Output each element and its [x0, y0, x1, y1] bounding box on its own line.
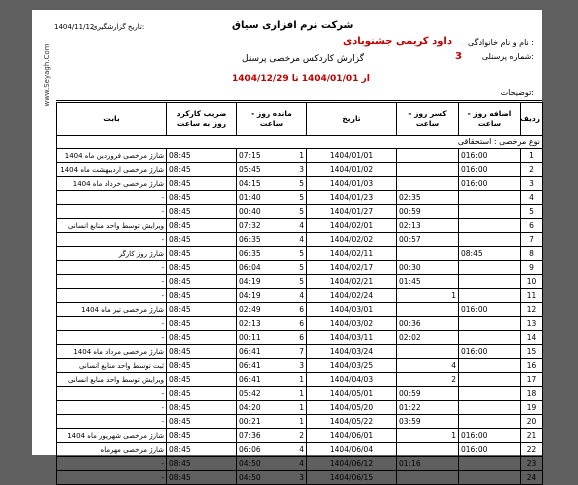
notes-label: توضیحات: [500, 88, 534, 97]
remain-cell [237, 401, 307, 415]
remain-cell [237, 471, 307, 485]
deduct-cell [397, 247, 459, 261]
extra-cell-time: 016:00 [461, 150, 488, 160]
extra-cell [459, 233, 521, 247]
deduct-cell-time: 02:35 [399, 192, 421, 202]
extra-cell [459, 457, 521, 471]
deduct-cell [397, 261, 459, 275]
deduct-cell [397, 233, 459, 247]
factor-cell: 08:45 [167, 205, 237, 219]
remain-cell-day: 1 [299, 416, 304, 426]
remain-cell [237, 387, 307, 401]
extra-cell-time: 016:00 [461, 430, 488, 440]
deduct-cell-time: 00:59 [399, 206, 421, 216]
col-extra: اضافه روز - ساعت [459, 103, 521, 136]
deduct-cell [397, 471, 459, 485]
extra-cell [459, 373, 521, 387]
remain-cell-day: 3 [299, 164, 304, 174]
deduct-cell-time: 02:13 [399, 220, 421, 230]
table-row [57, 303, 543, 317]
remain-cell-time: 05:42 [239, 388, 261, 398]
extra-cell [459, 317, 521, 331]
extra-cell [459, 387, 521, 401]
extra-cell [459, 275, 521, 289]
remain-cell [237, 289, 307, 303]
row-number: 12 [521, 303, 543, 317]
extra-cell [459, 471, 521, 485]
deduct-cell [397, 149, 459, 163]
extra-cell [459, 401, 521, 415]
deduct-cell [397, 359, 459, 373]
col-row: ردیف [521, 103, 543, 136]
date-cell: 1404/03/25 [307, 359, 397, 373]
remain-cell-day: 5 [299, 178, 304, 188]
remain-cell-day: 4 [299, 458, 304, 468]
row-number: 23 [521, 457, 543, 471]
table-row [57, 261, 543, 275]
remain-cell [237, 457, 307, 471]
row-number: 15 [521, 345, 543, 359]
factor-cell: 08:45 [167, 317, 237, 331]
group-label: نوع مرخصی : استحقاقی [57, 136, 543, 149]
date-cell: 1404/03/01 [307, 303, 397, 317]
extra-cell [459, 429, 521, 443]
desc-cell: ویرایش توسط واحد منابع انسانی [57, 219, 167, 233]
table-row [57, 457, 543, 471]
factor-cell: 08:45 [167, 289, 237, 303]
remain-cell-time: 06:41 [239, 346, 261, 356]
row-number: 8 [521, 247, 543, 261]
company-name: شرکت نرم افزاری سیاق [232, 20, 354, 31]
remain-cell [237, 163, 307, 177]
extra-cell [459, 261, 521, 275]
factor-cell: 08:45 [167, 331, 237, 345]
date-cell: 1404/02/11 [307, 247, 397, 261]
table-row [57, 163, 543, 177]
remain-cell-time: 05:45 [239, 164, 261, 174]
extra-cell [459, 331, 521, 345]
report-page [32, 10, 542, 482]
desc-cell: - [57, 191, 167, 205]
desc-cell: شارژ مرخصی فروردین ماه 1404 [57, 149, 167, 163]
remain-cell-time: 00:21 [239, 416, 261, 426]
deduct-cell-day: 2 [451, 374, 456, 384]
extra-cell [459, 205, 521, 219]
factor-cell: 08:45 [167, 177, 237, 191]
remain-cell [237, 443, 307, 457]
remain-cell [237, 275, 307, 289]
desc-cell: شارژ مرخصی خرداد ماه 1404 [57, 177, 167, 191]
deduct-cell [397, 163, 459, 177]
remain-cell [237, 331, 307, 345]
row-number: 3 [521, 177, 543, 191]
row-number: 22 [521, 443, 543, 457]
remain-cell-day: 3 [299, 360, 304, 370]
col-desc: بابت [57, 103, 167, 136]
extra-cell [459, 247, 521, 261]
factor-cell: 08:45 [167, 261, 237, 275]
remain-cell-time: 07:15 [239, 150, 261, 160]
remain-cell-time: 01:40 [239, 192, 261, 202]
col-factor: ضریب کارکرد روز به ساعت [167, 103, 237, 136]
desc-cell: - [57, 275, 167, 289]
extra-cell-time: 08:45 [461, 248, 483, 258]
row-number: 21 [521, 429, 543, 443]
date-cell: 1404/02/17 [307, 261, 397, 275]
deduct-cell-time: 00:36 [399, 318, 421, 328]
extra-cell [459, 443, 521, 457]
table-row [57, 471, 543, 485]
remain-cell-time: 04:20 [239, 402, 261, 412]
remain-cell-time: 06:41 [239, 360, 261, 370]
desc-cell: شارژ مرخصی مهرماه [57, 443, 167, 457]
desc-cell: شارژ مرخصی تیر ماه 1404 [57, 303, 167, 317]
table-header [57, 103, 543, 136]
website-text: www.Seyagh.Com [43, 43, 51, 107]
date-cell: 1404/04/03 [307, 373, 397, 387]
col-deduct: کسر روز - ساعت [397, 103, 459, 136]
table-row [57, 191, 543, 205]
table-row [57, 415, 543, 429]
remain-cell-time: 07:36 [239, 430, 261, 440]
factor-cell: 08:45 [167, 429, 237, 443]
table-row [57, 331, 543, 345]
date-range: از 1404/01/01 تا 1404/12/29 [232, 74, 370, 84]
remain-cell-day: 1 [299, 150, 304, 160]
date-cell: 1404/06/12 [307, 457, 397, 471]
row-number: 11 [521, 289, 543, 303]
remain-cell-day: 5 [299, 206, 304, 216]
desc-cell: شارژ روز کارگر [57, 247, 167, 261]
row-number: 1 [521, 149, 543, 163]
date-cell: 1404/03/11 [307, 331, 397, 345]
deduct-cell-time: 03:59 [399, 416, 421, 426]
row-number: 16 [521, 359, 543, 373]
row-number: 24 [521, 471, 543, 485]
desc-cell: - [57, 387, 167, 401]
remain-cell-time: 04:19 [239, 290, 261, 300]
factor-cell: 08:45 [167, 373, 237, 387]
remain-cell-day: 4 [299, 234, 304, 244]
remain-cell-day: 5 [299, 248, 304, 258]
remain-cell-time: 04:50 [239, 458, 261, 468]
deduct-cell-day: 1 [451, 290, 456, 300]
extra-cell-time: 016:00 [461, 178, 488, 188]
remain-cell-time: 06:35 [239, 234, 261, 244]
extra-cell [459, 415, 521, 429]
remain-cell-time: 02:13 [239, 318, 261, 328]
date-cell: 1404/01/03 [307, 177, 397, 191]
remain-cell-day: 5 [299, 276, 304, 286]
remain-cell [237, 359, 307, 373]
deduct-cell [397, 457, 459, 471]
col-remain: مانده روز - ساعت [237, 103, 307, 136]
row-number: 17 [521, 373, 543, 387]
remain-cell [237, 415, 307, 429]
remain-cell-day: 5 [299, 262, 304, 272]
remain-cell-time: 02:49 [239, 304, 261, 314]
header-divider [56, 100, 542, 101]
date-cell: 1404/01/23 [307, 191, 397, 205]
deduct-cell-time: 01:45 [399, 276, 421, 286]
date-cell: 1404/01/02 [307, 163, 397, 177]
remain-cell-time: 06:41 [239, 374, 261, 384]
deduct-cell [397, 177, 459, 191]
table-row [57, 219, 543, 233]
remain-cell [237, 177, 307, 191]
row-number: 14 [521, 331, 543, 345]
personnel-label: شماره پرسنلی: [481, 52, 534, 61]
deduct-cell [397, 429, 459, 443]
row-number: 18 [521, 387, 543, 401]
extra-cell [459, 177, 521, 191]
date-cell: 1404/03/24 [307, 345, 397, 359]
report-date-label: تاریخ گزارشگیری: [92, 23, 145, 31]
remain-cell [237, 345, 307, 359]
row-number: 4 [521, 191, 543, 205]
remain-cell-day: 1 [299, 388, 304, 398]
factor-cell: 08:45 [167, 247, 237, 261]
employee-name: داود کریمی جشنوبادی [342, 36, 452, 47]
factor-cell: 08:45 [167, 275, 237, 289]
remain-cell [237, 429, 307, 443]
report-date: 1404/11/12 [54, 23, 95, 31]
remain-cell-time: 04:15 [239, 178, 261, 188]
deduct-cell [397, 275, 459, 289]
date-cell: 1404/06/04 [307, 443, 397, 457]
factor-cell: 08:45 [167, 191, 237, 205]
remain-cell-day: 1 [299, 374, 304, 384]
remain-cell [237, 233, 307, 247]
remain-cell [237, 373, 307, 387]
deduct-cell [397, 373, 459, 387]
deduct-cell-time: 02:02 [399, 332, 421, 342]
desc-cell: ثبت توسط واحد منابع انسانی [57, 359, 167, 373]
table-row [57, 149, 543, 163]
remain-cell-time: 00:40 [239, 206, 261, 216]
factor-cell: 08:45 [167, 233, 237, 247]
row-number: 13 [521, 317, 543, 331]
deduct-cell [397, 401, 459, 415]
date-cell: 1404/01/27 [307, 205, 397, 219]
extra-cell [459, 149, 521, 163]
deduct-cell [397, 387, 459, 401]
remain-cell-day: 7 [299, 346, 304, 356]
desc-cell: - [57, 233, 167, 247]
factor-cell: 08:45 [167, 219, 237, 233]
row-number: 19 [521, 401, 543, 415]
factor-cell: 08:45 [167, 401, 237, 415]
desc-cell: شارژ مرخصی شهریور ماه 1404 [57, 429, 167, 443]
row-number: 7 [521, 233, 543, 247]
desc-cell: - [57, 457, 167, 471]
date-cell: 1404/05/01 [307, 387, 397, 401]
desc-cell: ویرایش توسط واحد منابع انسانی [57, 373, 167, 387]
factor-cell: 08:45 [167, 443, 237, 457]
factor-cell: 08:45 [167, 359, 237, 373]
deduct-cell [397, 205, 459, 219]
deduct-cell [397, 415, 459, 429]
remain-cell-day: 4 [299, 220, 304, 230]
desc-cell: - [57, 317, 167, 331]
remain-cell [237, 247, 307, 261]
deduct-cell-time: 00:57 [399, 234, 421, 244]
remain-cell [237, 317, 307, 331]
factor-cell: 08:45 [167, 415, 237, 429]
extra-cell-time: 016:00 [461, 164, 488, 174]
table-row [57, 233, 543, 247]
extra-cell [459, 345, 521, 359]
remain-cell-day: 6 [299, 304, 304, 314]
date-cell: 1404/06/15 [307, 471, 397, 485]
date-cell: 1404/05/20 [307, 401, 397, 415]
remain-cell-time: 04:50 [239, 472, 261, 482]
table-row [57, 317, 543, 331]
table-row [57, 443, 543, 457]
remain-cell-day: 2 [299, 430, 304, 440]
desc-cell: - [57, 415, 167, 429]
remain-cell [237, 149, 307, 163]
table-row [57, 289, 543, 303]
deduct-cell-time: 01:22 [399, 402, 421, 412]
remain-cell [237, 191, 307, 205]
table-row [57, 275, 543, 289]
remain-cell-day: 3 [299, 472, 304, 482]
table-row [57, 247, 543, 261]
deduct-cell-time: 00:30 [399, 262, 421, 272]
date-cell: 1404/02/21 [307, 275, 397, 289]
extra-cell-time: 016:00 [461, 444, 488, 454]
extra-cell [459, 163, 521, 177]
deduct-cell-day: 1 [451, 430, 456, 440]
date-cell: 1404/03/02 [307, 317, 397, 331]
remain-cell-day: 6 [299, 318, 304, 328]
table-row [57, 177, 543, 191]
desc-cell: - [57, 401, 167, 415]
leave-table [56, 102, 543, 485]
remain-cell [237, 261, 307, 275]
table-row [57, 373, 543, 387]
extra-cell [459, 219, 521, 233]
deduct-cell [397, 219, 459, 233]
date-cell: 1404/02/01 [307, 219, 397, 233]
desc-cell: - [57, 331, 167, 345]
date-cell: 1404/02/02 [307, 233, 397, 247]
factor-cell: 08:45 [167, 149, 237, 163]
remain-cell-time: 00:11 [239, 332, 261, 342]
deduct-cell [397, 443, 459, 457]
desc-cell: - [57, 261, 167, 275]
row-number: 10 [521, 275, 543, 289]
remain-cell-day: 6 [299, 332, 304, 342]
deduct-cell-day: 4 [451, 360, 456, 370]
factor-cell: 08:45 [167, 163, 237, 177]
deduct-cell-time: 00:59 [399, 388, 421, 398]
extra-cell-time: 016:00 [461, 304, 488, 314]
extra-cell [459, 303, 521, 317]
factor-cell: 08:45 [167, 303, 237, 317]
remain-cell [237, 303, 307, 317]
date-cell: 1404/01/01 [307, 149, 397, 163]
remain-cell-time: 04:19 [239, 276, 261, 286]
remain-cell-day: 5 [299, 192, 304, 202]
remain-cell-time: 06:06 [239, 444, 261, 454]
table-row [57, 401, 543, 415]
col-date: تاریخ [307, 103, 397, 136]
deduct-cell [397, 317, 459, 331]
row-number: 20 [521, 415, 543, 429]
extra-cell [459, 191, 521, 205]
date-cell: 1404/06/01 [307, 429, 397, 443]
row-number: 9 [521, 261, 543, 275]
report-subtitle: گزارش کاردکس مرخصی پرسنل [242, 54, 365, 64]
extra-cell [459, 359, 521, 373]
table-row [57, 345, 543, 359]
row-number: 2 [521, 163, 543, 177]
group-row [57, 136, 543, 149]
report-header [32, 10, 542, 100]
desc-cell: شارژ مرخصی اردیبهشت ماه 1404 [57, 163, 167, 177]
date-cell: 1404/02/24 [307, 289, 397, 303]
deduct-cell [397, 303, 459, 317]
factor-cell: 08:45 [167, 345, 237, 359]
personnel-number: 3 [455, 51, 462, 62]
table-row [57, 359, 543, 373]
deduct-cell [397, 191, 459, 205]
row-number: 5 [521, 205, 543, 219]
extra-cell [459, 289, 521, 303]
desc-cell: - [57, 289, 167, 303]
table-row [57, 387, 543, 401]
remain-cell [237, 219, 307, 233]
remain-cell-time: 06:35 [239, 248, 261, 258]
remain-cell [237, 205, 307, 219]
deduct-cell-time: 01:16 [399, 458, 421, 468]
table-row [57, 205, 543, 219]
factor-cell: 08:45 [167, 387, 237, 401]
remain-cell-time: 07:32 [239, 220, 261, 230]
remain-cell-time: 06:04 [239, 262, 261, 272]
remain-cell-day: 4 [299, 444, 304, 454]
table-row [57, 429, 543, 443]
remain-cell-day: 1 [299, 402, 304, 412]
row-number: 6 [521, 219, 543, 233]
extra-cell-time: 016:00 [461, 346, 488, 356]
remain-cell-day: 4 [299, 290, 304, 300]
name-label: نام و نام خانوادگی : [468, 38, 534, 47]
factor-cell: 08:45 [167, 471, 237, 485]
desc-cell: شارژ مرخصی مرداد ماه 1404 [57, 345, 167, 359]
deduct-cell [397, 289, 459, 303]
factor-cell: 08:45 [167, 457, 237, 471]
date-cell: 1404/05/22 [307, 415, 397, 429]
desc-cell: - [57, 205, 167, 219]
deduct-cell [397, 345, 459, 359]
deduct-cell [397, 331, 459, 345]
desc-cell: - [57, 471, 167, 485]
